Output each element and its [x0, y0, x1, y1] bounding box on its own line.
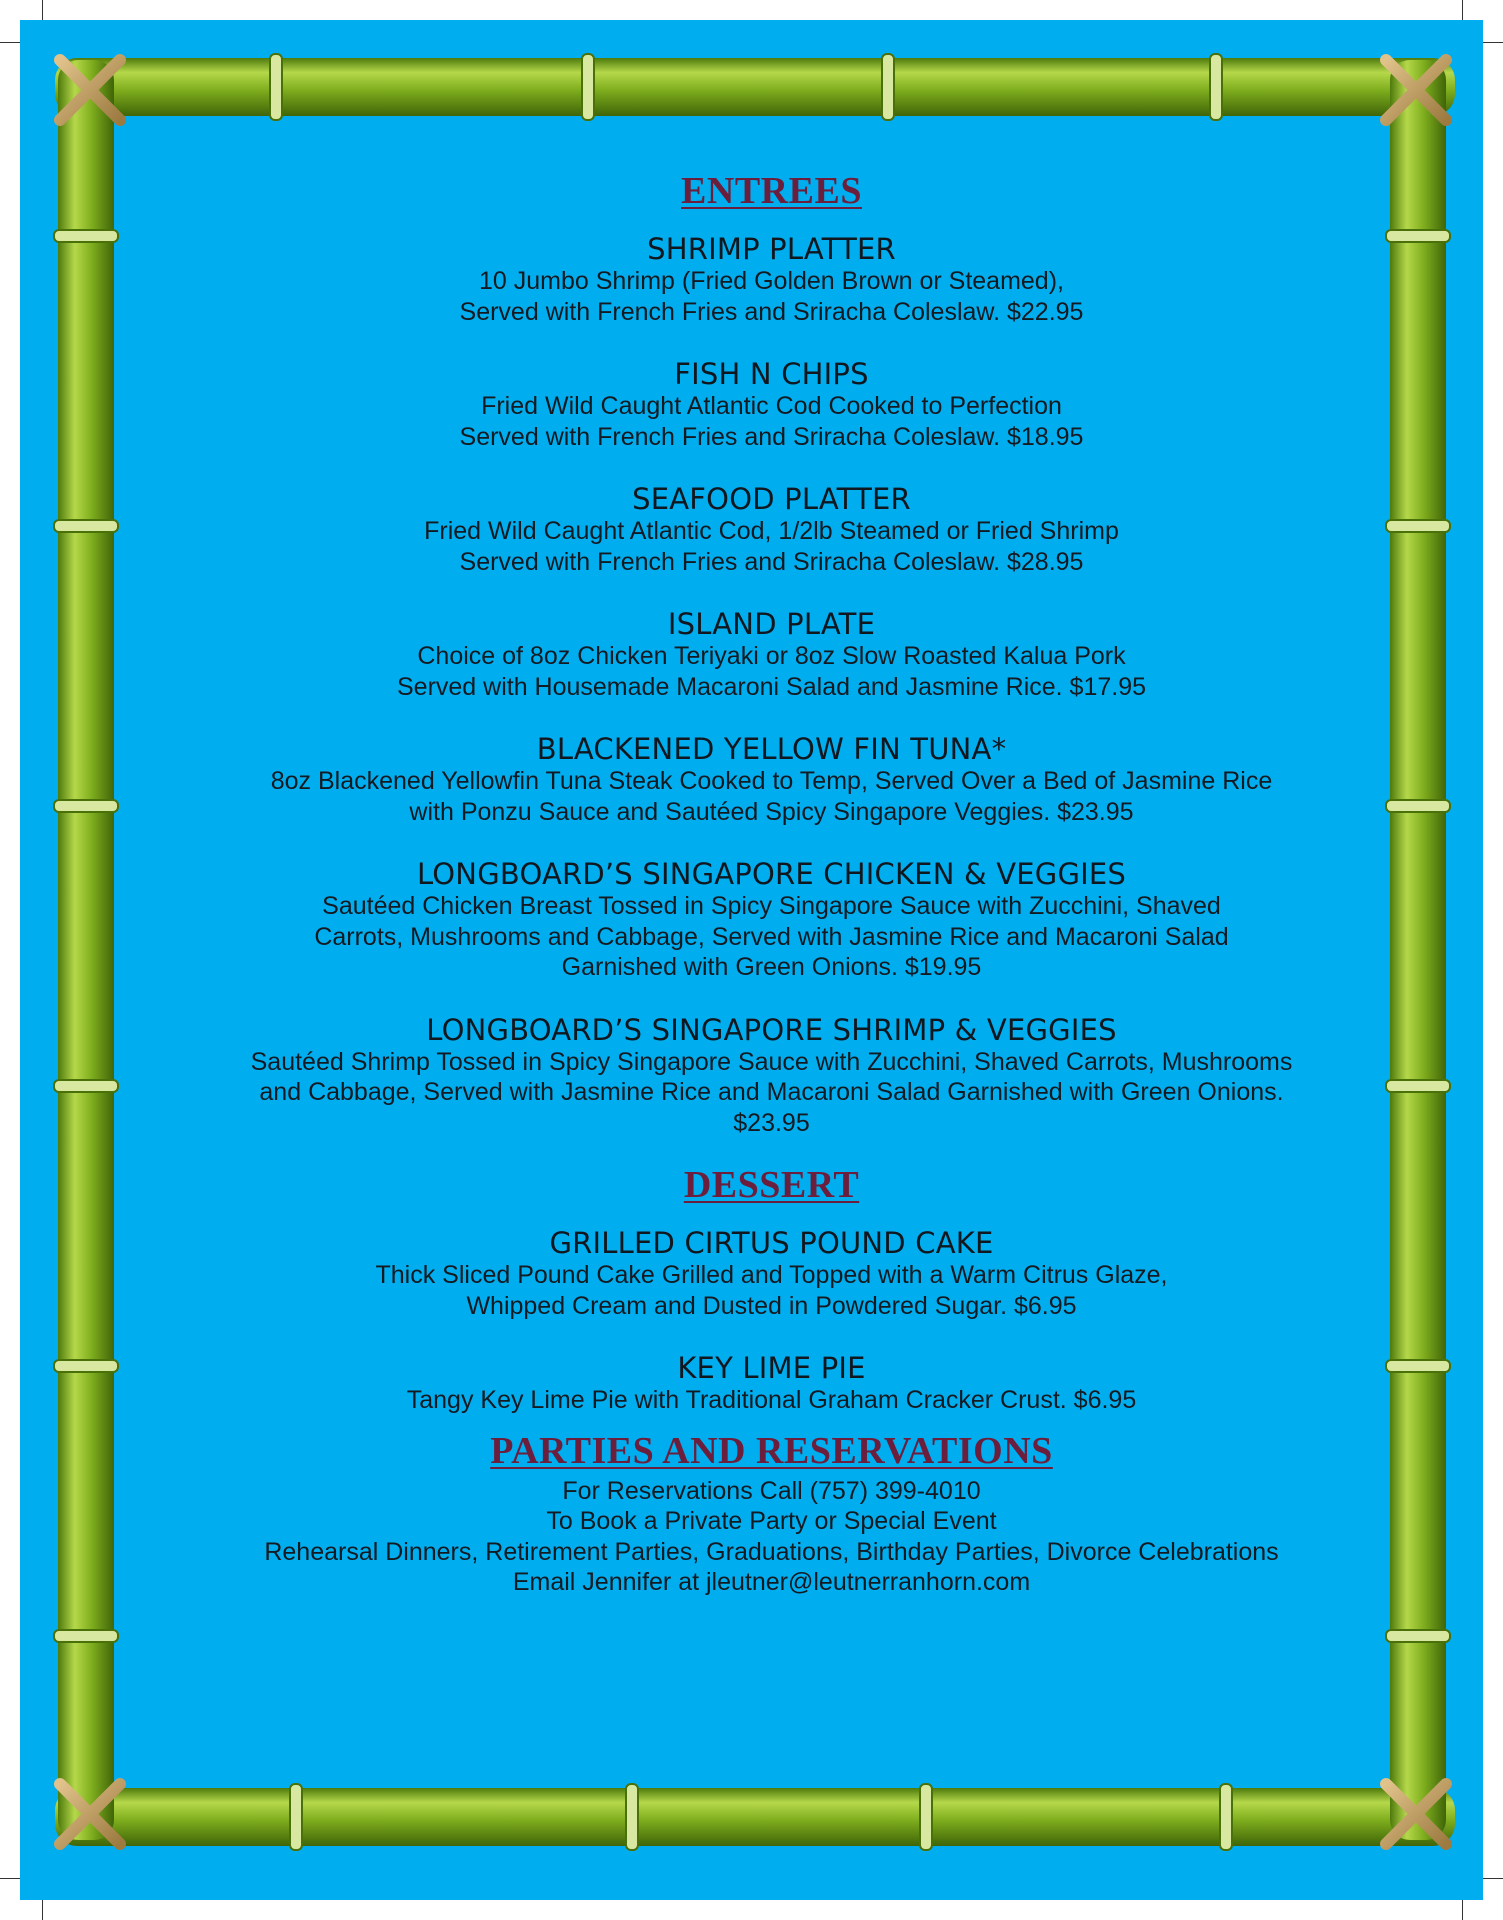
item-title: SEAFOOD PLATTER	[632, 482, 911, 516]
entrees-heading: ENTREES	[681, 170, 862, 212]
menu-item	[175, 232, 1368, 327]
private-party-text: To Book a Private Party or Special Event	[546, 1507, 997, 1535]
item-title: ISLAND PLATE	[667, 607, 876, 641]
crop-mark	[1462, 0, 1463, 20]
item-title: LONGBOARD’S SINGAPORE SHRIMP & VEGGIES	[426, 1012, 1117, 1047]
item-description: Fried Wild Caught Atlantic Cod, 1/2lb Steamed or Fried Shrimp Served with French Fries and Sriracha Coleslaw. $28.95	[424, 517, 1119, 576]
menu-item	[175, 357, 1368, 452]
crop-mark	[0, 42, 20, 43]
menu-item	[175, 1226, 1368, 1321]
item-title: FISH N CHIPS	[674, 357, 869, 391]
event-types: Rehearsal Dinners, Retirement Parties, Graduations, Birthday Parties, Divorce Celebrations	[264, 1537, 1279, 1566]
crop-mark	[0, 1878, 20, 1879]
menu-item	[175, 482, 1368, 577]
menu-item	[175, 857, 1368, 983]
crop-mark	[42, 1900, 43, 1920]
contact-email: Email Jennifer at jleutner@leutnerranhorn.com	[512, 1568, 1031, 1596]
item-description: Choice of 8oz Chicken Teriyaki or 8oz Slow Roasted Kalua Pork Served with Housemade Macaroni Salad and Jasmine Rice. $17.95	[396, 642, 1147, 701]
menu-item	[175, 607, 1368, 702]
crop-mark	[1483, 42, 1503, 43]
item-description: Sautéed Chicken Breast Tossed in Spicy Singapore Sauce with Zucchini, Shaved Carrots, Mushrooms and Cabbage, Served with Jasmine Rice and Macaroni Salad Garnished with Green Onions. $19.95	[314, 892, 1229, 981]
crop-mark	[1483, 1878, 1503, 1879]
item-description: Thick Sliced Pound Cake Grilled and Topped with a Warm Citrus Glaze, Whipped Cream and Dusted in Powdered Sugar. $6.95	[375, 1261, 1168, 1320]
item-description: Fried Wild Caught Atlantic Cod Cooked to Perfection Served with French Fries and Sriracha Coleslaw. $18.95	[459, 392, 1084, 451]
item-title: BLACKENED YELLOW FIN TUNA*	[536, 732, 1007, 766]
item-description: Tangy Key Lime Pie with Traditional Graham Cracker Crust. $6.95	[406, 1386, 1137, 1414]
menu-item	[175, 732, 1368, 827]
item-description: 8oz Blackened Yellowfin Tuna Steak Cooked to Temp, Served Over a Bed of Jasmine Rice with Ponzu Sauce and Sautéed Spicy Singapore Veggies. $23.95	[270, 767, 1273, 826]
crop-mark	[1462, 1900, 1463, 1920]
menu-item	[175, 1351, 1368, 1416]
menu-page	[20, 20, 1483, 1900]
item-description: 10 Jumbo Shrimp (Fried Golden Brown or Steamed), Served with French Fries and Sriracha Coleslaw. $22.95	[459, 267, 1084, 326]
item-description: Sautéed Shrimp Tossed in Spicy Singapore Sauce with Zucchini, Shaved Carrots, Mushrooms and Cabbage, Served with Jasmine Rice and Macaroni Salad Garnished with Green Onions. $23.95	[250, 1047, 1293, 1137]
menu-item	[175, 1013, 1368, 1139]
item-title: GRILLED CIRTUS POUND CAKE	[549, 1226, 994, 1260]
reservation-phone: For Reservations Call (757) 399-4010	[562, 1476, 981, 1505]
item-title: LONGBOARD’S SINGAPORE CHICKEN & VEGGIES	[416, 857, 1127, 891]
crop-mark	[42, 0, 43, 20]
item-title: SHRIMP PLATTER	[647, 232, 896, 266]
item-title: KEY LIME PIE	[677, 1351, 866, 1385]
parties-heading: PARTIES AND RESERVATIONS	[490, 1429, 1053, 1472]
dessert-heading: DESSERT	[683, 1164, 860, 1206]
menu-content	[175, 168, 1368, 1598]
